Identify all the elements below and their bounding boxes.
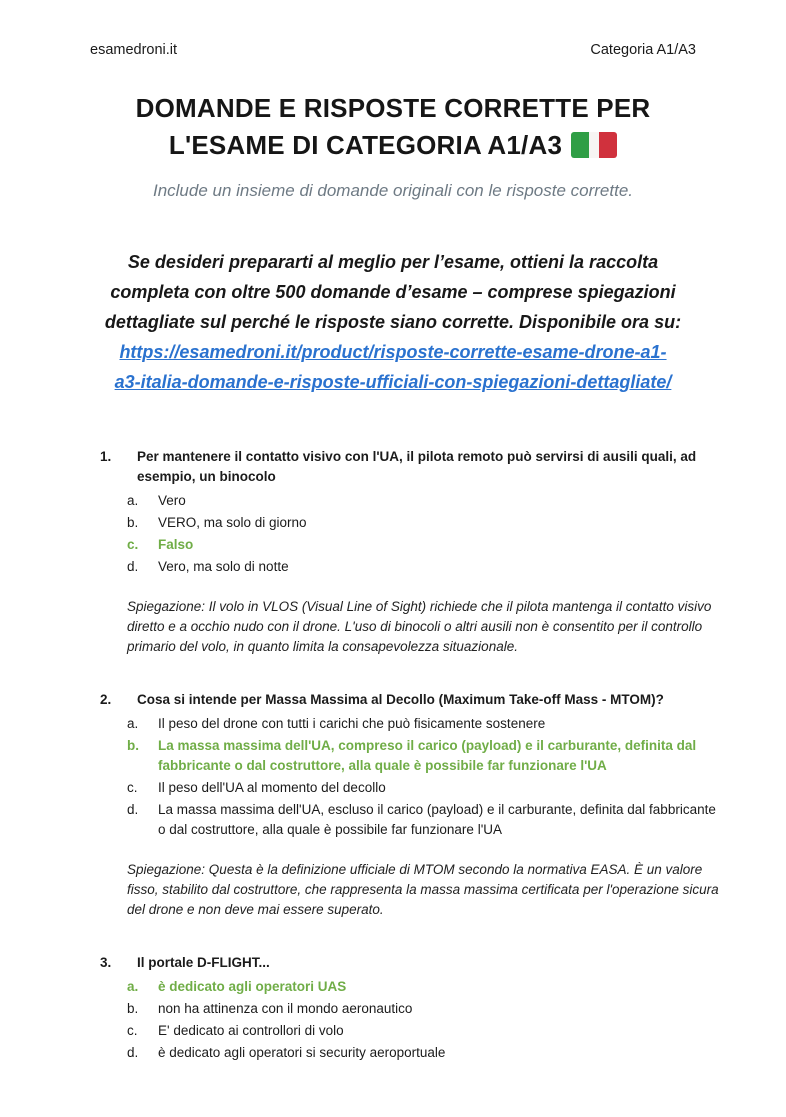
question-3 <box>90 953 755 1063</box>
option-c-correct <box>127 535 755 555</box>
option-text: Vero, ma solo di notte <box>158 559 289 575</box>
option-text: è dedicato agli operatori si security aeroportuale <box>158 1045 446 1061</box>
page-title <box>90 90 696 164</box>
page-header <box>90 42 696 58</box>
product-link[interactable] <box>90 337 696 397</box>
option-a-correct <box>127 977 755 997</box>
option-text: non ha attinenza con il mondo aeronautico <box>158 1001 413 1017</box>
option-letter: c. <box>127 537 139 553</box>
title-line-2: L'ESAME DI CATEGORIA A1/A3 <box>168 130 563 160</box>
option-letter: a. <box>127 493 139 509</box>
option-letter: c. <box>127 1023 138 1039</box>
option-text: Falso <box>158 537 194 553</box>
question-3-options <box>127 977 755 1063</box>
question-1 <box>90 447 755 657</box>
question-number: 1. <box>100 449 112 465</box>
category-label: Categoria A1/A3 <box>590 42 696 58</box>
question-3-row <box>100 953 755 973</box>
option-letter: b. <box>127 515 139 531</box>
question-2-row <box>100 690 755 710</box>
option-text: Il peso del drone con tutti i carichi che può fisicamente sostenere <box>158 716 546 732</box>
promo-line-3: dettagliate sul perché le risposte siano corrette. Disponibile ora su: <box>104 312 682 333</box>
title-line-1: DOMANDE E RISPOSTE CORRETTE PER <box>135 93 651 123</box>
question-2-options <box>127 714 755 840</box>
product-link-line-1[interactable]: https://esamedroni.it/product/risposte-corrette-esame-drone-a1- <box>119 342 667 363</box>
option-text: La massa massima dell'UA, compreso il carico (payload) e il carburante, definita dal fabbricante o dal costruttore, alla quale è possibile far funzionare l'UA <box>158 738 697 774</box>
option-letter: d. <box>127 802 139 818</box>
option-letter: d. <box>127 1045 139 1061</box>
option-c <box>127 1021 755 1041</box>
option-text: è dedicato agli operatori UAS <box>158 979 347 995</box>
option-letter: b. <box>127 1001 139 1017</box>
question-text: Il portale D-FLIGHT... <box>137 955 270 971</box>
option-b <box>127 513 755 533</box>
option-a <box>127 714 755 734</box>
promo-block <box>90 247 696 397</box>
option-text: La massa massima dell'UA, escluso il carico (payload) e il carburante, definita dal fabbricante o dal costruttore, alla quale è possibile far funzionare l'UA <box>158 802 716 838</box>
promo-line-1: Se desideri prepararti al meglio per l’esame, ottieni la raccolta <box>127 252 659 273</box>
option-letter: c. <box>127 780 138 796</box>
option-d <box>127 800 755 840</box>
option-c <box>127 778 755 798</box>
option-letter: d. <box>127 559 139 575</box>
question-text: Cosa si intende per Massa Massima al Decollo (Maximum Take-off Mass - MTOM)? <box>137 692 664 708</box>
option-d <box>127 557 755 577</box>
question-number: 2. <box>100 692 112 708</box>
option-letter: a. <box>127 716 139 732</box>
option-text: Il peso dell'UA al momento del decollo <box>158 780 386 796</box>
option-letter: b. <box>127 738 139 754</box>
question-2-explanation: Spiegazione: Questa è la definizione ufficiale di MTOM secondo la normativa EASA. È un valore fisso, stabilito dal costruttore, che rappresenta la massa massima certificata per l'operazione sicura del drone e non deve mai essere superato. <box>127 862 719 918</box>
option-a <box>127 491 755 511</box>
option-b-correct <box>127 736 755 776</box>
subtitle: Include un insieme di domande originali con le risposte corrette. <box>152 181 634 201</box>
question-text: Per mantenere il contatto visivo con l'UA, il pilota remoto può servirsi di ausili quali, ad esempio, un binocolo <box>137 449 697 485</box>
question-number: 3. <box>100 955 112 971</box>
product-link-line-2[interactable]: a3-italia-domande-e-risposte-ufficiali-con-spiegazioni-dettagliate/ <box>114 372 672 393</box>
italy-flag-icon <box>571 132 617 158</box>
question-1-options <box>127 491 755 577</box>
question-1-row <box>100 447 755 487</box>
question-2 <box>90 690 755 920</box>
questions-list <box>90 447 755 1063</box>
option-d <box>127 1043 755 1063</box>
option-text: Vero <box>158 493 186 509</box>
option-text: E' dedicato ai controllori di volo <box>158 1023 344 1039</box>
question-1-explanation: Spiegazione: Il volo in VLOS (Visual Line of Sight) richiede che il pilota mantenga il contatto visivo diretto e a occhio nudo con il drone. L'uso di binocoli o altri ausili non è consentito per il controllo primario del volo, in quanto limita la consapevolezza situazionale. <box>127 599 712 655</box>
option-letter: a. <box>127 979 139 995</box>
option-b <box>127 999 755 1019</box>
site-name: esamedroni.it <box>90 42 178 58</box>
promo-line-2: completa con oltre 500 domande d’esame – comprese spiegazioni <box>110 282 676 303</box>
option-text: VERO, ma solo di giorno <box>158 515 307 531</box>
